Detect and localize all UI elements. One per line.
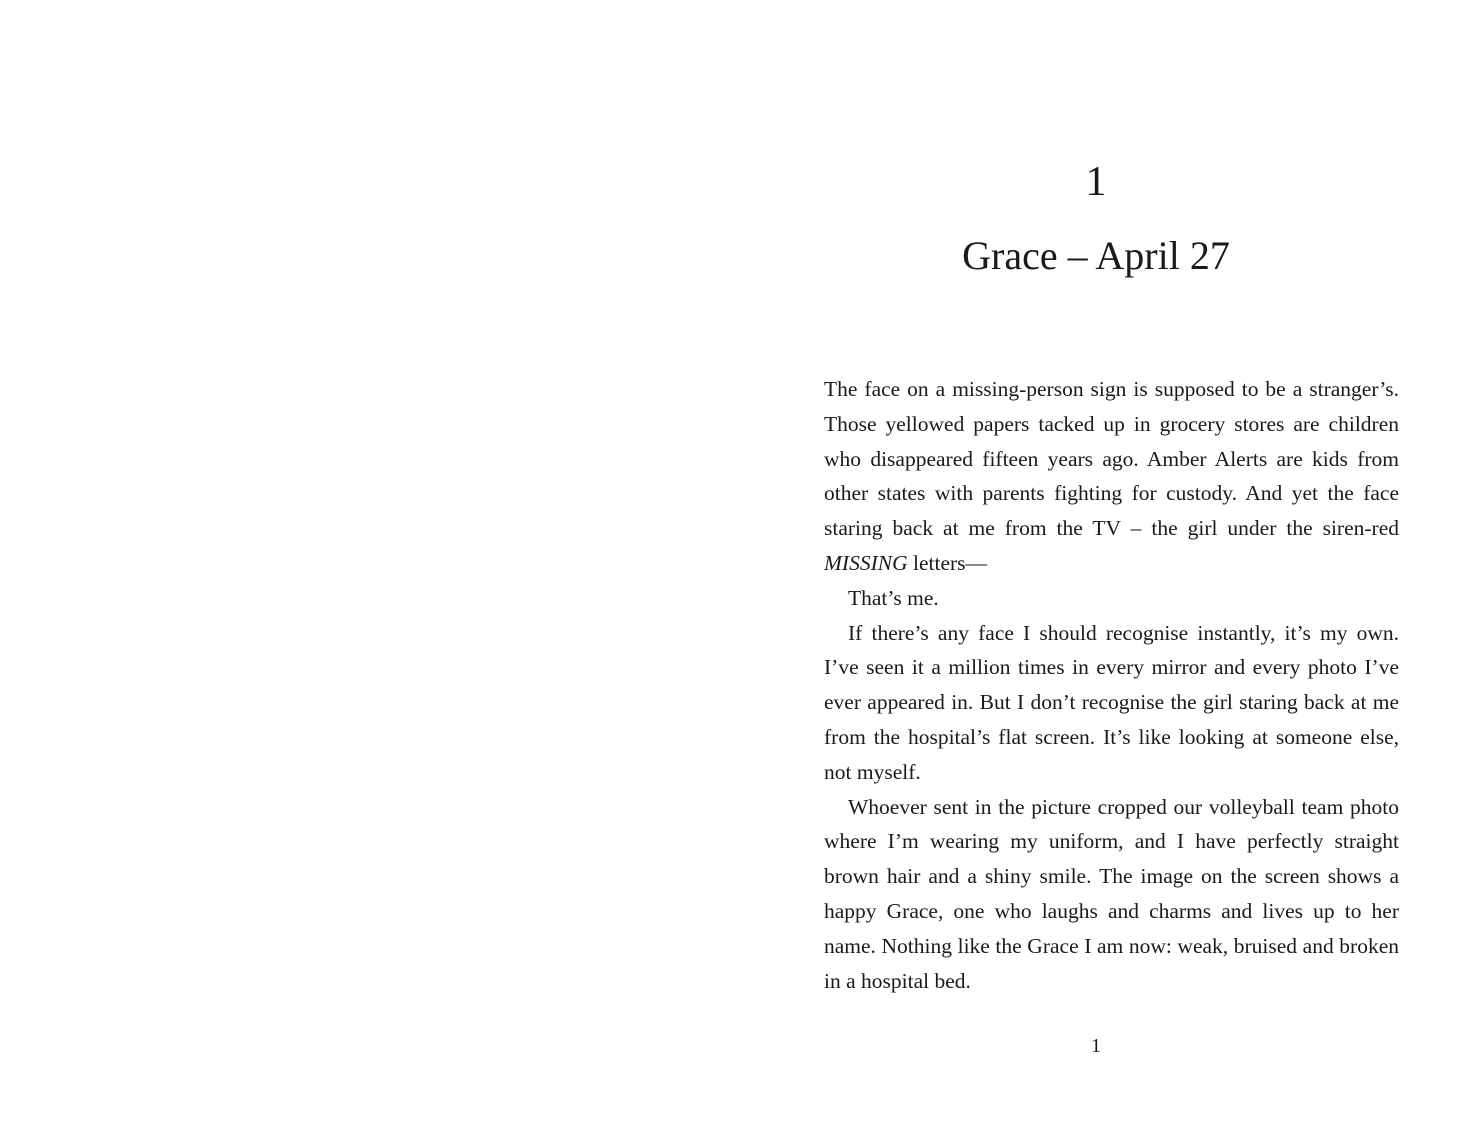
paragraph-4: Whoever sent in the picture cropped our volleyball team photo where I’m wearing my uniform, and I have perfectly straight brown hair and a shiny smile. The image on the screen shows a happy Grace, one who laughs and charms and lives up to her name. Nothing like the Grace I am now: weak, bruised and broken in a hospital bed. (824, 794, 1399, 993)
paragraph-1 (824, 372, 1399, 581)
paragraph-1-tail: letters— (907, 550, 988, 575)
paragraph-3: If there’s any face I should recognise instantly, it’s my own. I’ve seen it a million times in every mirror and every photo I’ve ever appeared in. But I don’t recognise the girl staring back at me from the hospital’s flat screen. It’s like looking at someone else, not myself. (824, 620, 1399, 784)
chapter-title: Grace – April 27 (962, 233, 1230, 278)
page-number: 1 (1091, 1035, 1101, 1057)
chapter-body (824, 372, 1399, 998)
missing-emphasis: MISSING (824, 550, 908, 575)
right-page (735, 0, 1470, 1128)
chapter-number: 1 (1085, 159, 1107, 205)
paragraph-2: That’s me. (848, 585, 939, 610)
paragraph-1-text: The face on a missing-person sign is supposed to be a stranger’s. Those yellowed papers tacked up in grocery stores are children who disappeared fifteen years ago. Amber Alerts are kids from other states with parents fighting for custody. And yet the face staring back at me from the TV – the girl under the siren-red (824, 377, 1399, 541)
